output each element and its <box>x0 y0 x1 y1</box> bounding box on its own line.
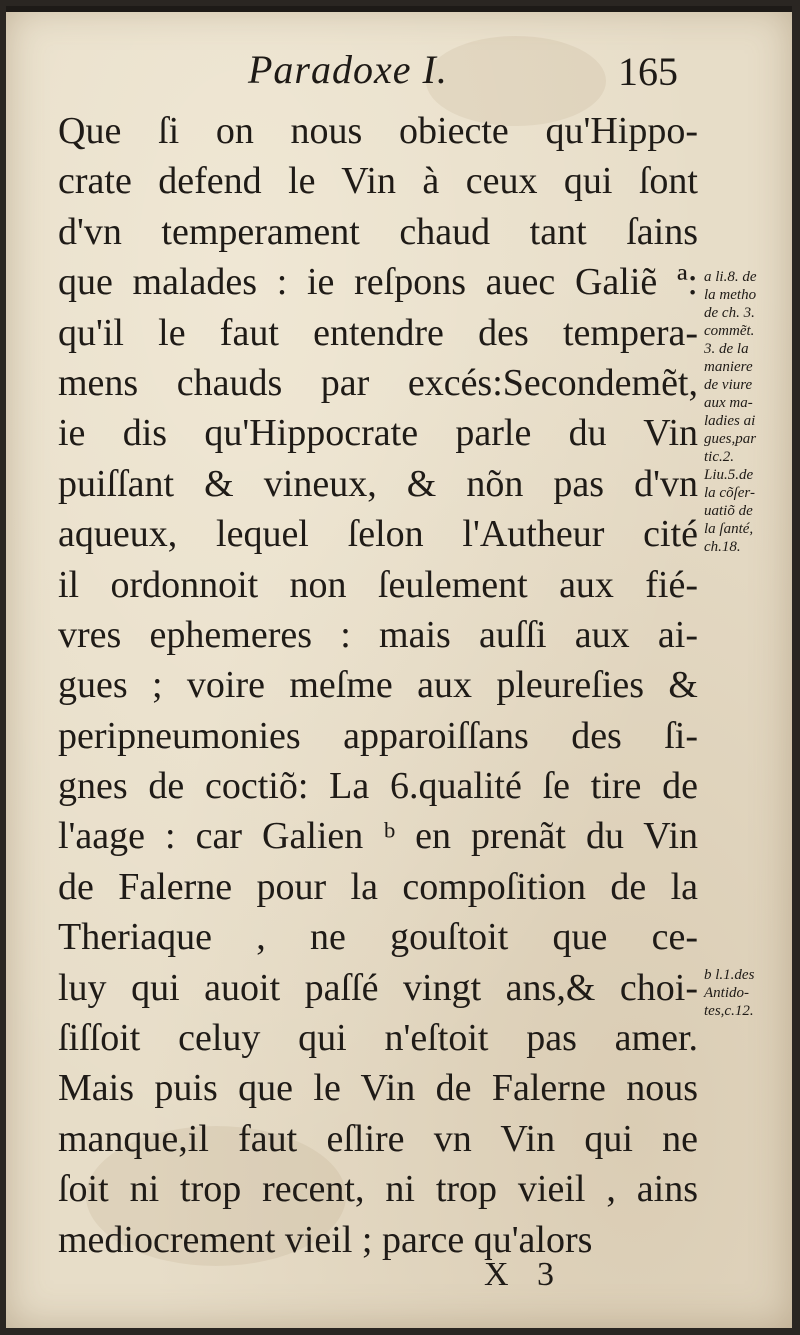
signature-mark: X 3 <box>484 1256 565 1293</box>
text-line: de Falerne pour la compoſition de la <box>58 865 698 908</box>
text-line: que malades : ie reſpons auec Galiẽ ª: <box>58 261 698 304</box>
margin-note-line: 3. de la <box>704 341 749 357</box>
margin-note-line: la metho <box>704 287 757 303</box>
text-line: gnes de coctiõ: La 6.qualité ſe tire de <box>58 765 698 808</box>
text-line: luy qui auoit paſſé vingt ans,& choi- <box>58 966 698 1009</box>
text-line: l'aage : car Galien ᵇ en prenãt du Vin <box>58 815 698 858</box>
margin-note-line: de ch. 3. <box>704 305 755 321</box>
margin-note-line: la cõſer- <box>704 485 755 501</box>
margin-note-line: gues,par <box>704 431 757 447</box>
margin-note-line: Liu.5.de <box>704 467 754 483</box>
text-line: Que ſi on nous obiecte qu'Hippo- <box>58 110 698 152</box>
margin-note-b <box>704 966 792 1020</box>
margin-note-line: ladies ai <box>704 413 756 429</box>
text-line: gues ; voire meſme aux pleureſies & <box>58 664 698 707</box>
margin-note-line: b l.1.des <box>704 967 755 983</box>
margin-note-line: aux ma- <box>704 395 753 411</box>
text-line: Theriaque , ne gouſtoit que ce- <box>58 916 698 959</box>
margin-note-line: commẽt. <box>704 323 755 339</box>
text-line: qu'il le faut entendre des tempera- <box>58 311 698 354</box>
text-line: ſoit ni trop recent, ni trop vieil , ains <box>58 1168 698 1211</box>
text-line: manque,il faut eſlire vn Vin qui ne <box>58 1117 698 1160</box>
book-page <box>6 6 792 1328</box>
margin-note-line: de viure <box>704 377 753 393</box>
running-head-title: Paradoxe I. <box>248 47 448 92</box>
margin-notes <box>704 268 792 1020</box>
margin-note-line: tes,c.12. <box>704 1003 754 1019</box>
margin-note-a <box>704 268 792 556</box>
text-line: il ordonnoit non ſeulement aux fié- <box>58 563 698 606</box>
margin-note-line: la ſanté, <box>704 521 754 537</box>
text-line: aqueux, lequel ſelon l'Autheur cité <box>58 513 698 556</box>
margin-note-line: Antido- <box>704 985 749 1001</box>
text-line: Mais puis que le Vin de Falerne nous <box>58 1067 698 1110</box>
text-line: d'vn temperament chaud tant ſains <box>58 210 698 253</box>
running-head <box>58 46 698 96</box>
text-line: ſiſſoit celuy qui n'eſtoit pas amer. <box>58 1017 698 1060</box>
page-number: 165 <box>618 49 678 94</box>
margin-note-line: uatiõ de <box>704 503 753 519</box>
margin-note-line: tic.2. <box>704 449 734 465</box>
text-line: mediocrement vieil ; parce qu'alors <box>58 1218 593 1261</box>
margin-note-line: ch.18. <box>704 539 741 555</box>
margin-note-line: a li.8. de <box>704 269 757 285</box>
text-line: vres ephemeres : mais auſſi aux ai- <box>58 613 698 656</box>
text-line: peripneumonies apparoiſſans des ſi- <box>58 714 698 757</box>
body-text <box>58 106 698 1265</box>
text-line: puiſſant & vineux, & nõn pas d'vn <box>58 462 698 505</box>
margin-note-line: maniere <box>704 359 753 375</box>
scan-edge <box>6 6 792 12</box>
text-line: crate defend le Vin à ceux qui ſont <box>58 160 698 203</box>
text-line: mens chauds par excés:Secondemẽt, <box>58 361 698 404</box>
text-line: ie dis qu'Hippocrate parle du Vin <box>58 412 698 455</box>
